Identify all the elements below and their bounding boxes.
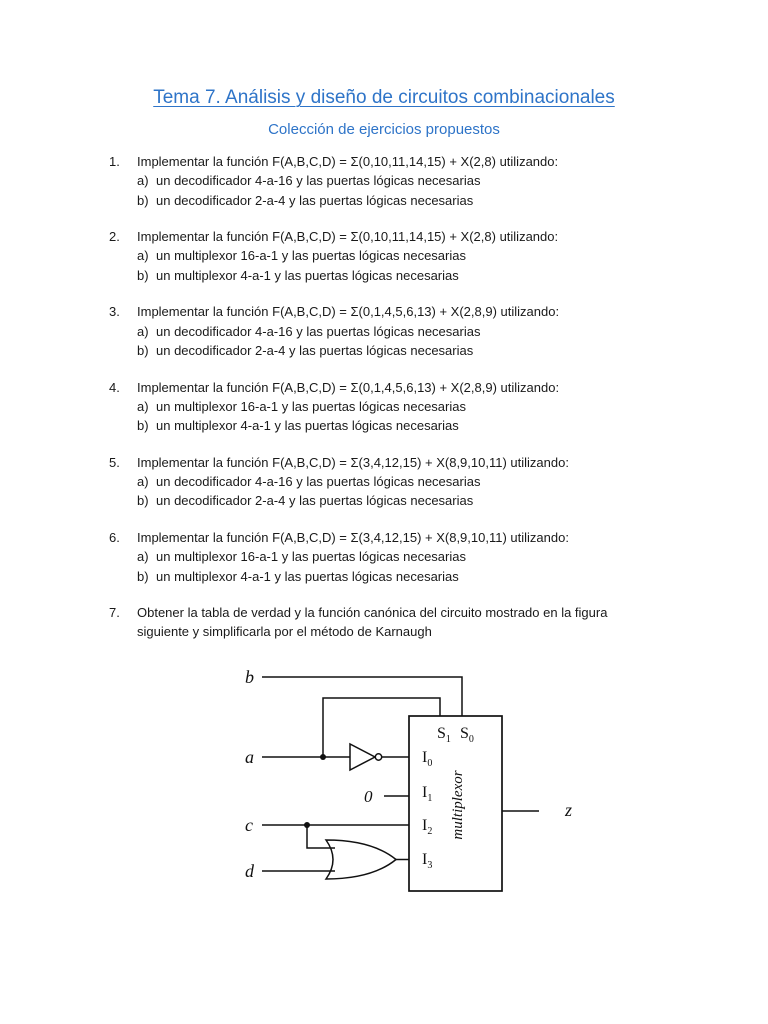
exercise-number: 7.: [109, 605, 120, 621]
select-label-s0: $S_0$: [460, 725, 474, 745]
exercise-statement: Implementar la función F(A,B,C,D) = Σ(0,1,4,5,6,13) + X(2,8,9) utilizando:: [137, 379, 560, 395]
exercise-statement: Implementar la función F(A,B,C,D) = Σ(0,10,11,14,15) + X(2,8) utilizando:: [137, 154, 559, 169]
input-label-a: a: [245, 747, 254, 767]
exercise-statement: Implementar la función F(A,B,C,D) = Σ(3,4,12,15) + X(8,9,10,11) utilizando:: [137, 529, 569, 545]
exercise-number: 4.: [109, 379, 120, 395]
exercise-statement: Implementar la función F(A,B,C,D) = Σ(0,1,4,5,6,13) + X(2,8,9) utilizando:: [137, 304, 560, 320]
exercise-option-a: a) un decodificador 4-a-16 y las puertas lógicas necesarias: [137, 173, 481, 189]
page-title: Tema 7. Análisis y diseño de circuitos combinacionales: [153, 87, 615, 108]
input-label-zero: 0: [364, 787, 373, 806]
junction-dot: [320, 754, 326, 760]
exercise-option-a: a) un decodificador 4-a-16 y las puertas lógicas necesarias: [137, 474, 481, 490]
data-label-i0: $I_0$: [422, 749, 433, 769]
input-label-c: c: [245, 815, 253, 835]
exercise-option-b: b) un decodificador 2-a-4 y las puertas lógicas necesarias: [137, 192, 474, 208]
not-gate-bubble: [375, 754, 381, 760]
exercise-number: 6.: [109, 529, 120, 545]
select-label-s1: $S_1$: [437, 725, 451, 745]
not-gate: [350, 744, 375, 770]
exercise-option-b: b) un decodificador 2-a-4 y las puertas lógicas necesarias: [137, 342, 474, 358]
exercise-option-b: b) un multiplexor 4-a-1 y las puertas lógicas necesarias: [137, 267, 459, 283]
junction-dot: [304, 822, 310, 828]
exercise-option-b: b) un decodificador 2-a-4 y las puertas lógicas necesarias: [137, 493, 474, 509]
wire-c-to-or: [307, 825, 335, 848]
exercise-option-a: a) un multiplexor 16-a-1 y las puertas lógicas necesarias: [137, 549, 466, 565]
exercise-number: 1.: [109, 154, 120, 169]
data-label-i2: $I_2$: [422, 817, 433, 837]
exercise-option-b: b) un multiplexor 4-a-1 y las puertas lógicas necesarias: [137, 418, 459, 434]
exercise-statement: Implementar la función F(A,B,C,D) = Σ(3,4,12,15) + X(8,9,10,11) utilizando:: [137, 454, 569, 470]
exercise-option-a: a) un multiplexor 16-a-1 y las puertas lógicas necesarias: [137, 398, 466, 414]
page-subtitle: Colección de ejercicios propuestos: [268, 121, 500, 138]
input-label-b: b: [245, 667, 254, 687]
exercise-number: 3.: [109, 304, 120, 320]
exercise-option-b: b) un multiplexor 4-a-1 y las puertas lógicas necesarias: [137, 568, 459, 584]
exercise-statement-line-2: siguiente y simplificarla por el método de Karnaugh: [137, 624, 432, 640]
input-label-d: d: [245, 861, 254, 881]
exercise-statement-line-1: Obtener la tabla de verdad y la función canónica del circuito mostrado en la figura: [137, 605, 608, 621]
exercise-statement: Implementar la función F(A,B,C,D) = Σ(0,10,11,14,15) + X(2,8) utilizando:: [137, 229, 559, 245]
multiplexer-label: multiplexor: [450, 770, 466, 840]
data-label-i1: $I_1$: [422, 784, 433, 804]
or-gate: [326, 840, 396, 879]
exercise-number: 5.: [109, 454, 120, 470]
output-label-z: z: [565, 800, 573, 820]
exercise-number: 2.: [109, 229, 120, 245]
data-label-i3: $I_3$: [422, 851, 433, 871]
exercise-option-a: a) un multiplexor 16-a-1 y las puertas lógicas necesarias: [137, 248, 466, 264]
wire-b: [262, 677, 462, 716]
exercise-option-a: a) un decodificador 4-a-16 y las puertas lógicas necesarias: [137, 323, 481, 339]
